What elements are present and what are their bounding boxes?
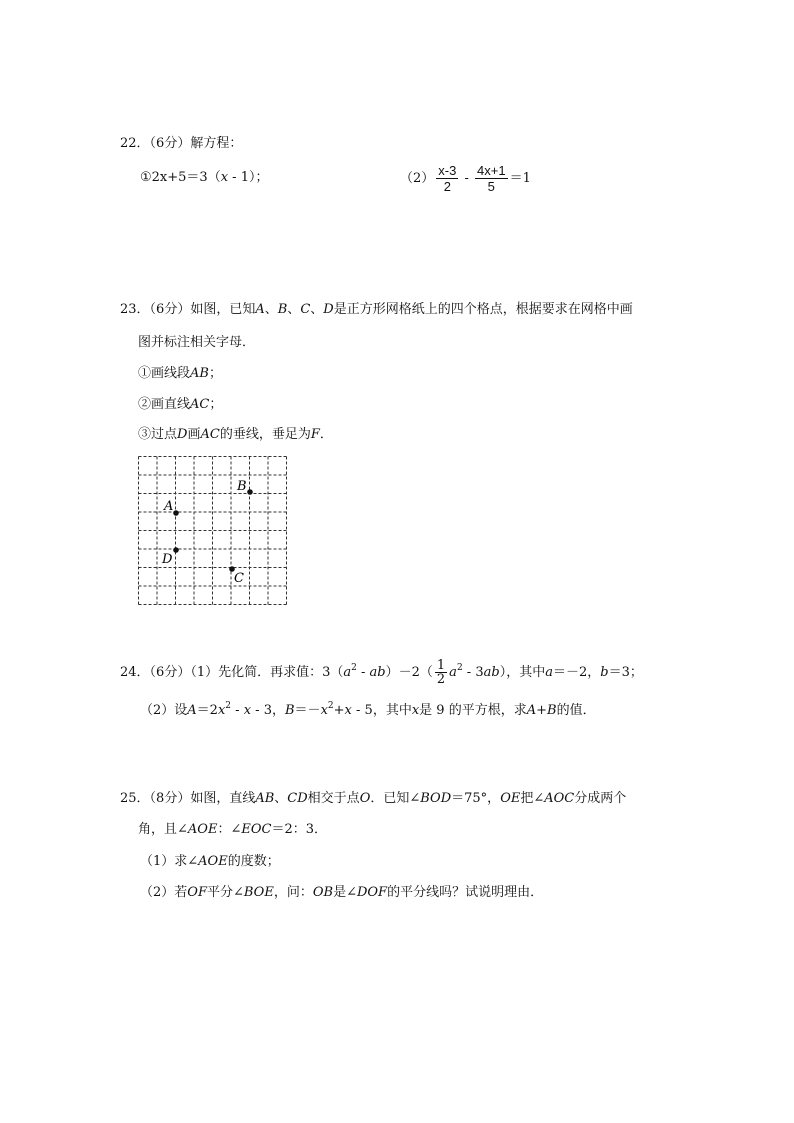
q25-line4: （2）若OF平分∠BOE，问：OB是∠DOF的平分线吗？试说明理由． [140,885,544,900]
label-B: B [237,479,247,494]
grid-figure [138,456,288,606]
grid-lines [139,457,287,605]
point-B [247,489,253,495]
q23-line1: 23．（6分）如图，已知A、B、C、D是正方形网格纸上的四个格点，根据要求在网格中画 [120,302,633,317]
q23-item1: ①画线段AB； [138,366,222,381]
label-A: A [164,499,174,514]
q23-line2: 图并标注相关字母． [138,335,256,350]
q24-line1: 24．（6分）（1）先化简．再求值：$3(a^2 - ab)-2$（ $\frac{1}{2}$ $a^2 - 3ab$），其中a＝－2，b＝3； [120,658,643,687]
q23-item2: ②画直线AC； [138,397,223,412]
point-A [173,510,179,516]
point-D [173,547,179,553]
label-C: C [234,571,244,586]
q25-line2: 角，且∠AOE：∠EOC＝2：3． [138,822,328,837]
q24-line2: （2）设$A=2x^2 - x - 3$，$B=-x^2+x - 5$，其中x是 9 的平方根，求A+B的值． [140,701,596,718]
q22-part1-marker: ① [140,170,152,185]
q24-fraction: $\frac{1}{2}$ [436,658,446,687]
q25-line1: 25．（8分）如图，直线AB、CD相交于点O．已知∠BOD＝75°，OE把∠AOC分成两个 [120,791,627,806]
q22-header: 22．（6分）解方程： [120,136,243,151]
q23-item3: ③过点D画AC的垂线，垂足为F． [138,427,333,442]
q25-line3: （1）求∠AOE的度数； [140,854,280,869]
q22-part1: ①2x+5＝3（x - 1）； [140,170,269,185]
q22-part2: （2） $\frac{x-3}{2}$ - $\frac{4x+1}{5}$ ＝1 [400,163,531,194]
q22-fraction-2: $\frac{4x+1}{5}$ [477,163,506,194]
label-D: D [162,552,173,567]
q22-fraction-1: $\frac{x-3}{2}$ [438,163,457,194]
